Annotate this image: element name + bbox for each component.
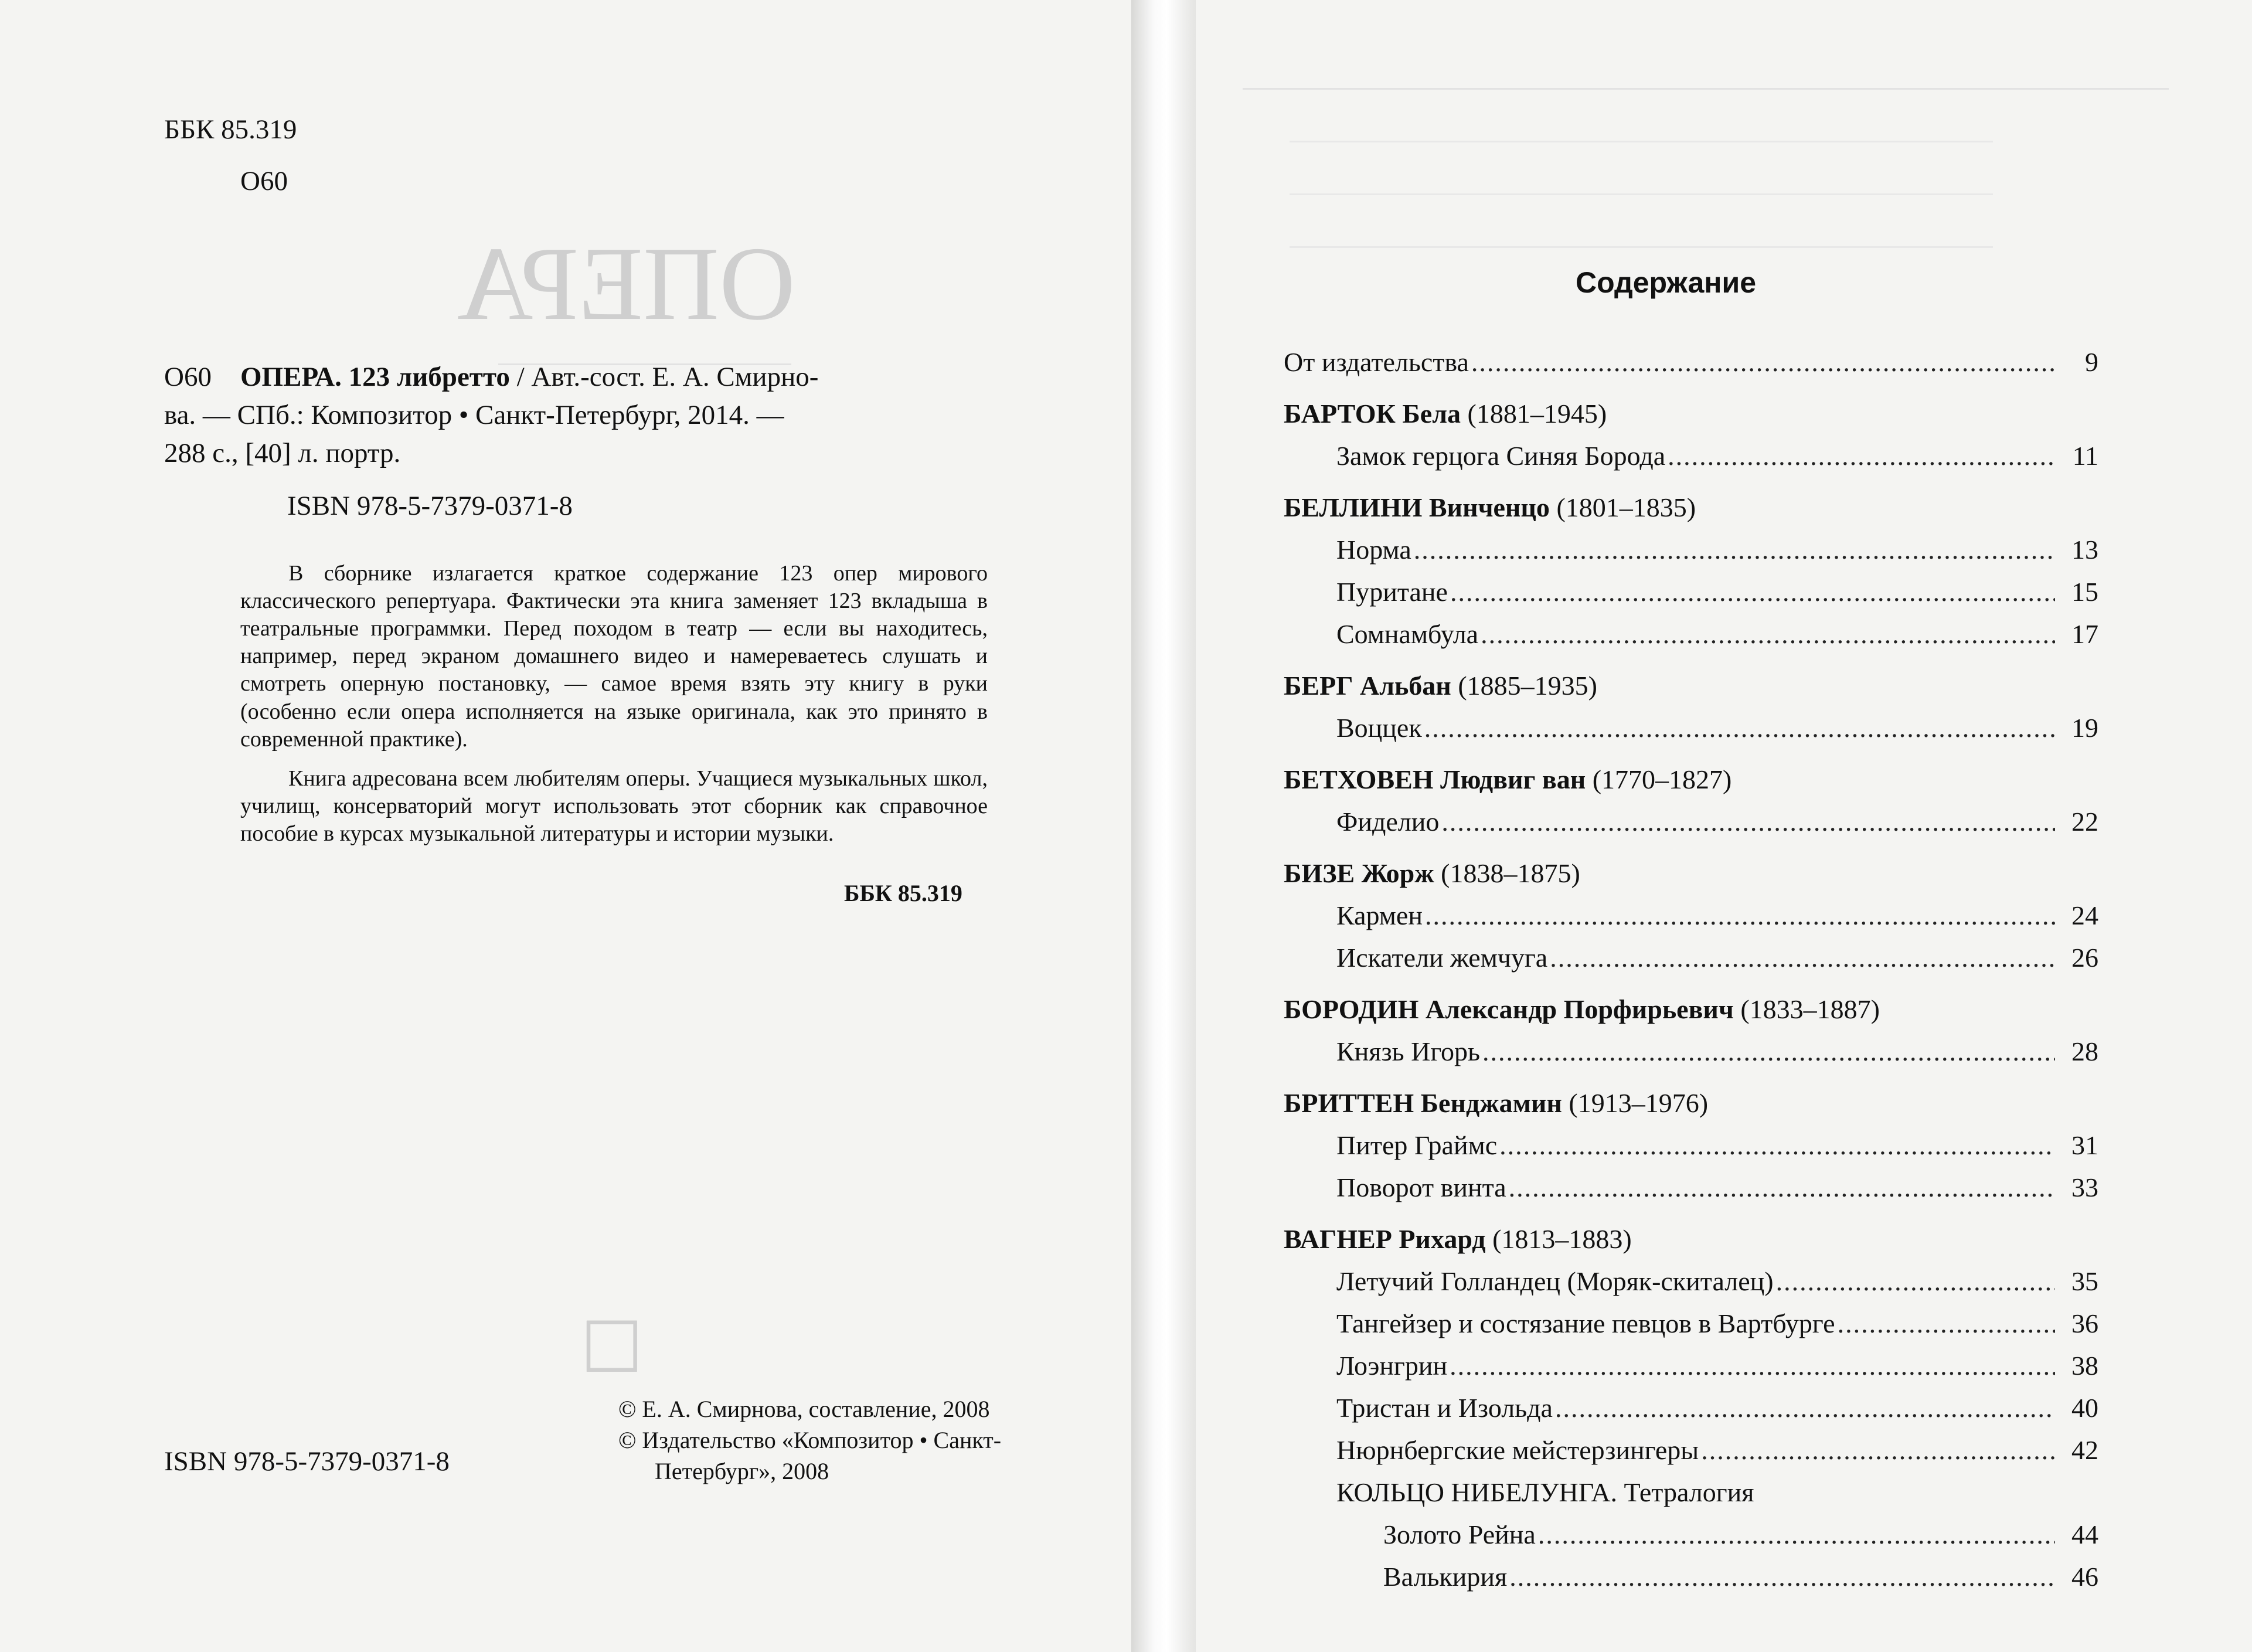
toc-entry-title: Питер Граймс [1336,1130,1498,1160]
composer-name: БЕРГ Альбан [1284,671,1451,701]
book-gutter [1131,0,1196,1652]
composer-years: (1885–1935) [1451,671,1597,701]
toc-page-number: 36 [2071,1308,2098,1338]
toc-composer-list [1284,393,2098,1598]
toc-leader-dots [1425,895,2055,937]
toc-leader-dots [1555,1387,2055,1429]
toc-composer-heading [1284,988,2098,1031]
composer-years: (1813–1883) [1485,1224,1632,1254]
composer-years: (1801–1835) [1549,492,1696,522]
composer-name: БЕТХОВЕН Людвиг ван [1284,764,1586,794]
toc-page-number: 35 [2071,1266,2098,1296]
toc-entry-title: Сомнамбула [1336,619,1479,649]
toc-leader-dots [1471,341,2055,383]
bleed-through-line-c [1290,246,1993,248]
copyright-publisher-cont: Петербург», 2008 [655,1457,829,1484]
toc-page-number: 22 [2071,807,2098,837]
toc-page-number: 9 [2085,347,2098,377]
composer-years: (1881–1945) [1461,399,1607,429]
toc-leader-dots [1776,1260,2055,1303]
toc-entry[interactable] [1284,1303,2098,1345]
composer-years: (1833–1887) [1733,994,1880,1024]
toc-entry-title: Поворот винта [1336,1172,1506,1202]
toc-page-number: 15 [2071,577,2098,607]
toc-entry-title: Валькирия [1383,1562,1508,1592]
bibliographic-entry-line-2: ва. — СПб.: Композитор • Санкт-Петербург, 2014. — [164,400,784,430]
toc-entry-title: Лоэнгрин [1336,1351,1448,1381]
composer-name: БОРОДИН Александр Порфирьевич [1284,994,1734,1024]
toc-entry[interactable] [1284,1167,2098,1209]
bbk-classification: ББК 85.319 [164,114,297,145]
toc-leader-dots [1838,1303,2055,1345]
isbn-bottom: ISBN 978-5-7379-0371-8 [164,1446,450,1477]
isbn-entry: ISBN 978-5-7379-0371-8 [287,491,573,521]
toc-composer-heading [1284,1218,2098,1260]
annotation-paragraph-2: Книга адресована всем любителям оперы. Учащиеся музыкальных школ, училищ, консерваторий могут использовать этот сборник как справочное пособие в курсах музыкальной литературы и истории музыки. [240,766,988,847]
composer-years: (1838–1875) [1434,858,1580,888]
composer-years: (1770–1827) [1586,764,1732,794]
toc-page-number: 26 [2071,943,2098,973]
toc-entry-title: Летучий Голландец (Моряк-скиталец) [1336,1266,1774,1296]
toc-entry-title: Замок герцога Синяя Борода [1336,441,1666,471]
toc-entry-title: Норма [1336,535,1411,565]
toc-page-number: 44 [2071,1520,2098,1549]
toc-entry-title: Золото Рейна [1383,1520,1536,1549]
toc-entry-intro[interactable] [1284,341,2098,383]
toc-entry[interactable] [1284,1556,2098,1598]
bibliographic-entry-line-1 [240,363,818,391]
bleed-through-emblem: ☐ [580,1309,644,1387]
toc-composer-heading [1284,852,2098,895]
toc-page-number: 24 [2071,900,2098,930]
toc-entry[interactable] [1284,1514,2098,1556]
composer-name: БАРТОК Бела [1284,399,1461,429]
toc-leader-dots [1424,707,2055,749]
toc-entry-title: Князь Игорь [1336,1036,1481,1066]
toc-entry-title: От издательства [1284,347,1469,377]
toc-page-number: 46 [2071,1562,2098,1592]
toc-page-number: 31 [2071,1130,2098,1160]
toc-subgroup-heading: КОЛЬЦО НИБЕЛУНГА. Тетралогия [1336,1477,1754,1507]
toc-page-number: 28 [2071,1036,2098,1066]
bleed-through-line-b [1290,193,1993,195]
toc-composer-heading [1284,1082,2098,1124]
toc-leader-dots [1414,529,2055,571]
toc-entry-title: Искатели жемчуга [1336,943,1548,973]
bib-author: / Авт.-сост. Е. А. Смирно- [509,362,819,392]
composer-name: ВАГНЕР Рихард [1284,1224,1486,1254]
copyright-compiler: © Е. А. Смирнова, составление, 2008 [618,1396,990,1422]
toc-entry-title: Фиделио [1336,807,1440,837]
bibliographic-entry-line-3: 288 с., [40] л. портр. [164,438,401,468]
toc-leader-dots [1668,435,2055,477]
book-title: ОПЕРА. 123 либретто [240,362,510,392]
toc-entry-title: Тангейзер и состязание певцов в Вартбурге [1336,1308,1835,1338]
entry-code: О60 [164,362,212,392]
composer-name: БИЗЕ Жорж [1284,858,1434,888]
toc-leader-dots [1550,937,2055,979]
toc-entry-title: Воццек [1336,713,1422,743]
toc-leader-dots [1509,1556,2055,1598]
composer-name: БРИТТЕН Бенджамин [1284,1088,1562,1118]
toc-title: Содержание [1576,266,1757,299]
toc-leader-dots [1441,801,2055,843]
toc-entry[interactable] [1284,1124,2098,1167]
toc-entry[interactable] [1284,937,2098,979]
annotation-paragraph-1: В сборнике излагается краткое содержание 123 опер мирового классического репертуара. Фактически эта книга заменяет 123 вкладыша в театральные программки. Перед походом в театр — если вы находитесь, например, перед экраном домашнего видео и намереваетесь слушать и смотреть оперную постановку, — самое время взять эту книгу в руки (особенно если опера исполняется на языке оригинала, как это принято в современной практике). [240,561,988,752]
toc-entry[interactable] [1284,571,2098,613]
toc-page-number: 38 [2071,1351,2098,1381]
toc-leader-dots [1538,1514,2055,1556]
toc-leader-dots [1482,1031,2055,1073]
toc-entry[interactable] [1284,895,2098,937]
composer-years: (1913–1976) [1562,1088,1709,1118]
toc-page-number: 11 [2072,441,2098,471]
copyright-publisher: © Издательство «Композитор • Санкт- [618,1426,1002,1453]
bbk-bottom: ББК 85.319 [844,880,962,906]
toc-page-number: 19 [2071,713,2098,743]
toc-composer-heading [1284,665,2098,707]
toc-page-number: 17 [2071,619,2098,649]
toc-page-number: 13 [2071,535,2098,565]
author-mark: О60 [240,166,288,196]
toc-leader-dots [1499,1124,2055,1167]
toc-entry[interactable] [1284,613,2098,655]
toc-entry-title: Нюрнбергские мейстерзингеры [1336,1435,1699,1465]
composer-name: БЕЛЛИНИ Винченцо [1284,492,1550,522]
toc-entry[interactable] [1284,1429,2098,1471]
toc-leader-dots [1509,1167,2055,1209]
toc-leader-dots [1481,613,2055,655]
toc-composer-heading [1284,487,2098,529]
copyright-notice [618,1394,1001,1487]
toc-entry[interactable] [1284,435,2098,477]
toc-entry[interactable] [1284,707,2098,749]
toc-entry[interactable] [1284,801,2098,843]
toc-page-number: 33 [2071,1172,2098,1202]
bleed-through-title: ОПЕРА [457,225,796,342]
toc-page-number: 42 [2071,1435,2098,1465]
bleed-through-line-a [1290,141,1993,142]
toc-entry[interactable] [1284,1260,2098,1303]
toc-composer-heading [1284,759,2098,801]
toc-leader-dots [1701,1429,2055,1471]
toc-entry[interactable] [1284,1345,2098,1387]
toc-entry-title: Кармен [1336,900,1423,930]
toc-leader-dots [1450,1345,2055,1387]
toc-leader-dots [1450,571,2055,613]
toc-entry[interactable] [1284,529,2098,571]
toc-entry[interactable] [1284,1031,2098,1073]
toc-entry[interactable] [1284,1387,2098,1429]
toc-entry-title: Тристан и Изольда [1336,1393,1553,1423]
toc-composer-heading [1284,393,2098,435]
toc-entry-title: Пуритане [1336,577,1448,607]
toc-page-number: 40 [2071,1393,2098,1423]
table-of-contents [1284,341,2098,1598]
bleed-through-header-rule [1243,88,2169,90]
